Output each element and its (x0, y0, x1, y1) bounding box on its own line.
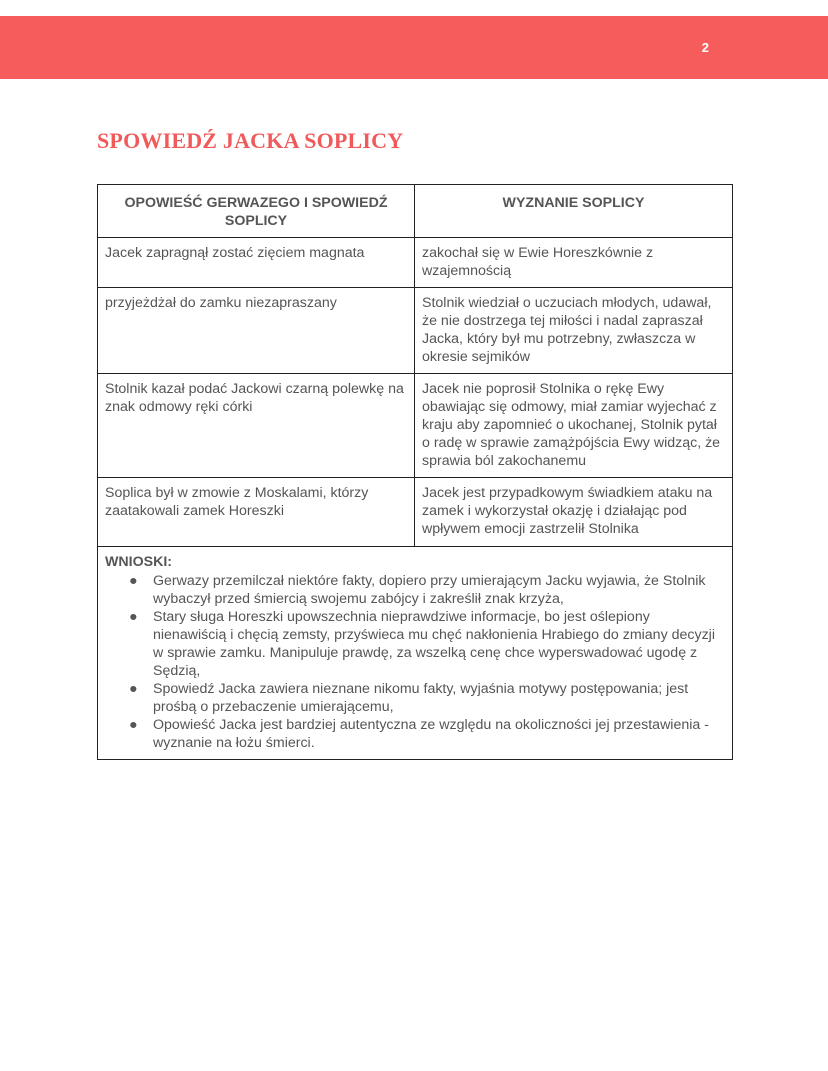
table-header-row (98, 185, 733, 238)
page-title: SPOWIEDŹ JACKA SOPLICY (97, 128, 404, 153)
table-row (98, 238, 733, 288)
header-band (0, 16, 828, 79)
column-header-soplica: WYZNANIE SOPLICY (415, 185, 733, 238)
conclusions-title: WNIOSKI: (105, 554, 172, 570)
conclusions-row (98, 547, 733, 760)
table-cell: Stolnik wiedział o uczuciach młodych, udawał, że nie dostrzega tej miłości i nadal zapraszał Jacka, który był mu potrzebny, zwłaszcza w okresie sejmików (415, 288, 733, 374)
bullet-icon: ● (129, 717, 138, 733)
table-cell: zakochał się w Ewie Horeszkównie z wzajemnością (415, 238, 733, 288)
table-row (98, 374, 733, 478)
table-cell: przyjeżdżał do zamku niezapraszany (98, 288, 415, 374)
bullet-icon: ● (129, 681, 138, 697)
table-cell: Stolnik kazał podać Jackowi czarną polewkę na znak odmowy ręki córki (98, 374, 415, 478)
table-cell: Jacek jest przypadkowym świadkiem ataku na zamek i wykorzystał okazję i działając pod wpływem emocji zastrzelił Stolnika (415, 478, 733, 547)
table-cell: Soplica był w zmowie z Moskalami, którzy zaatakowali zamek Horeszki (98, 478, 415, 547)
table-cell: Jacek zapragnął zostać zięciem magnata (98, 238, 415, 288)
table-row (98, 478, 733, 547)
column-header-gerwazy: OPOWIEŚĆ GERWAZEGO I SPOWIEDŹ SOPLICY (98, 185, 415, 238)
conclusions-cell (98, 547, 733, 760)
table-row (98, 288, 733, 374)
list-item (129, 716, 725, 752)
list-item (129, 680, 725, 716)
list-item (129, 608, 725, 680)
table-cell: Jacek nie poprosił Stolnika o rękę Ewy obawiając się odmowy, miał zamiar wyjechać z kraju aby zapomnieć o ukochanej, Stolnik pytał o radę w sprawie zamążpójścia Ewy widząc, że sprawia ból zakochanemu (415, 374, 733, 478)
list-item-text: Spowiedź Jacka zawiera nieznane nikomu fakty, wyjaśnia motywy postępowania; jest prośbą o przebaczenie umierającemu, (153, 681, 689, 715)
list-item-text: Gerwazy przemilczał niektóre fakty, dopiero przy umierającym Jacku wyjawia, że Stolnik wybaczył przed śmiercią swojemu zabójcy i zakreślił znak krzyża, (153, 573, 706, 607)
conclusions-list (105, 572, 725, 752)
list-item (129, 572, 725, 608)
bullet-icon: ● (129, 609, 138, 625)
list-item-text: Opowieść Jacka jest bardziej autentyczna ze względu na okoliczności jej przestawienia - wyznanie na łożu śmierci. (153, 717, 709, 751)
comparison-table (97, 184, 733, 760)
page-number: 2 (701, 40, 709, 55)
list-item-text: Stary sługa Horeszki upowszechnia nieprawdziwe informacje, bo jest oślepiony nienawiścią i chęcią zemsty, przyświeca mu chęć nakłonienia Hrabiego do zmiany decyzji w sprawie zamku. Manipuluje prawdę, za wszelką cenę chce wyperswadować ugodę z Sędzią, (153, 609, 715, 679)
bullet-icon: ● (129, 573, 138, 589)
